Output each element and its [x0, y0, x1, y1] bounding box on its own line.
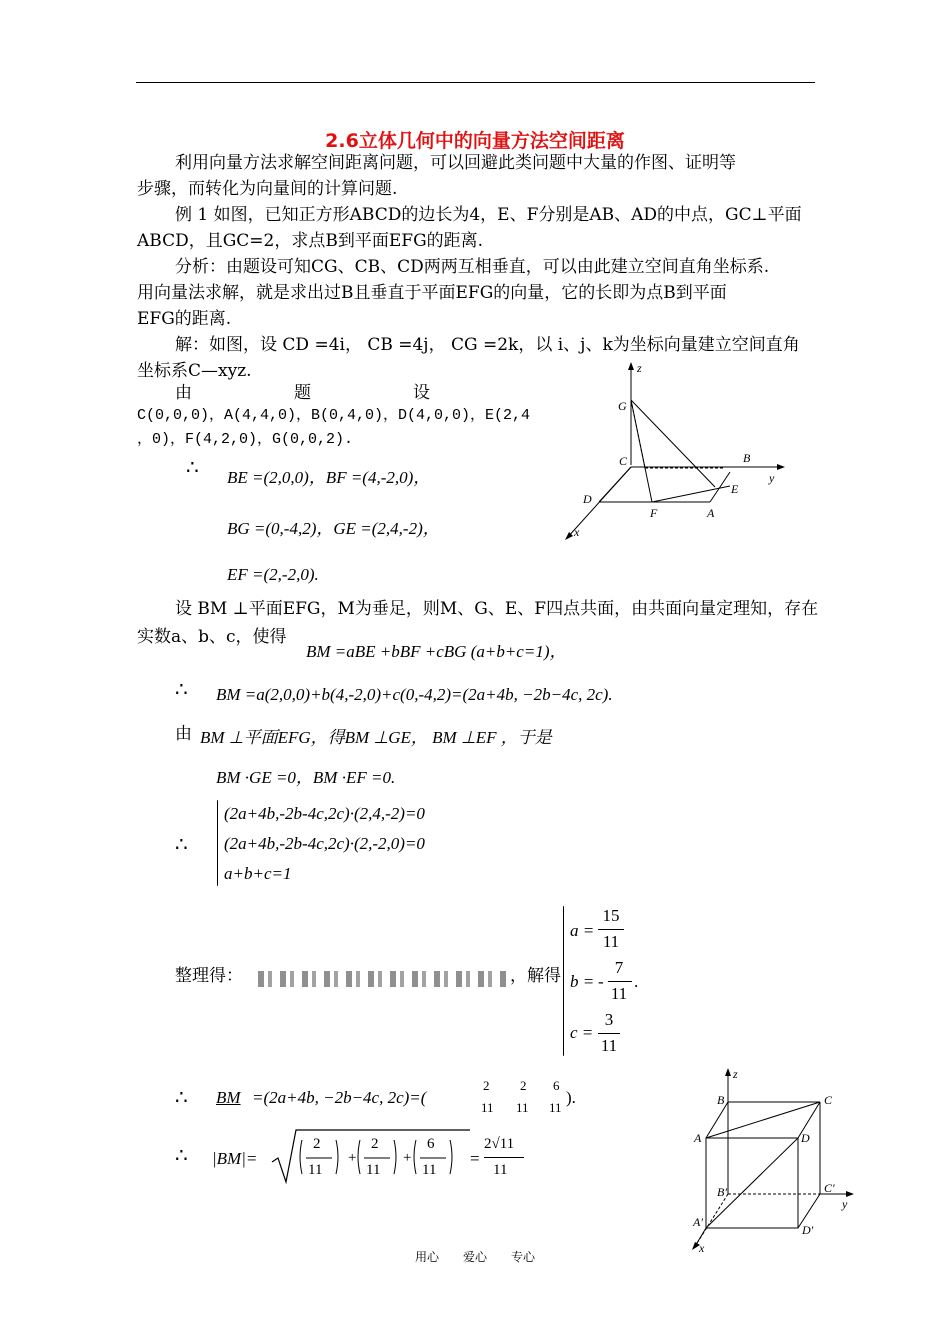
- system-eq-3: a+b+c=1: [224, 864, 292, 883]
- fig1-label-d: D: [583, 492, 592, 506]
- blurred-equation-image: [258, 971, 510, 987]
- vector-line-3: EF =(2,-2,0).: [227, 565, 319, 584]
- fraction-bar: [598, 1033, 620, 1034]
- solution-c-num: 3: [604, 1010, 614, 1029]
- len-result-den: 11: [493, 1162, 508, 1178]
- bm-vector-label: BM: [216, 1088, 241, 1107]
- solution-b-name: b =: [570, 972, 595, 991]
- intro-line-2: 步骤，而转化为向量间的计算问题.: [137, 179, 398, 199]
- coords-line-1: C(0,0,0)，A(4,4,0)，B(0,4,0)，D(4,0,0)，E(2,4: [137, 407, 531, 424]
- len-result-num: 2√11: [484, 1136, 515, 1152]
- fig1-label-b: B: [743, 451, 751, 465]
- solution-line-2: 坐标系C—xyz.: [137, 361, 252, 381]
- frac-num: 2: [520, 1078, 527, 1093]
- solution-end: .: [634, 972, 639, 991]
- coords-head: 由 题 设: [175, 383, 430, 403]
- fig1-label-z: z: [637, 361, 642, 375]
- bm-result-expr: =(2a+4b, −2b−4c, 2c)=(: [252, 1088, 427, 1107]
- perp-text: BM ⊥平面EFG，得BM ⊥GE， BM ⊥EF ，于是: [200, 728, 552, 747]
- length-label: |BM|=: [212, 1149, 258, 1168]
- page-footer: 用心 爱心 专心: [414, 1250, 535, 1264]
- system-brace: [217, 800, 218, 886]
- fig2-label-d: D: [801, 1131, 810, 1145]
- therefore-3: ∴: [175, 832, 188, 856]
- page-title: 2.6立体几何中的向量方法空间距离: [325, 130, 625, 152]
- fig1-label-e: E: [731, 482, 739, 496]
- system-eq-1: (2a+4b,-2b-4c,2c)·(2,4,-2)=0: [224, 804, 425, 823]
- frac-num: 6: [553, 1078, 560, 1093]
- len-frac-den: 11: [308, 1162, 323, 1178]
- frac-num: 2: [483, 1078, 490, 1093]
- fraction-bar: [484, 1157, 524, 1158]
- therefore-1: ∴: [186, 455, 199, 479]
- analysis-line-1: 分析：由题设可知CG、CB、CD两两互相垂直，可以由此建立空间直角坐标系.: [175, 257, 770, 277]
- fig2-label-y: y: [842, 1197, 848, 1211]
- figure-cube: [690, 1068, 860, 1258]
- therefore-2: ∴: [175, 677, 188, 701]
- solution-b-den: 11: [610, 984, 628, 1003]
- setup-equation: BM =aBE +bBF +cBG (a+b+c=1)，: [306, 642, 567, 661]
- fig1-label-x: x: [574, 525, 580, 539]
- fig2-label-z: z: [733, 1068, 738, 1081]
- perp-label: 由: [175, 724, 192, 744]
- fraction-bar: [598, 929, 624, 930]
- len-equals: =: [470, 1149, 480, 1168]
- therefore-4: ∴: [175, 1085, 188, 1109]
- fig1-label-a: A: [707, 506, 715, 520]
- solution-brace: [563, 906, 564, 1056]
- solution-c-den: 11: [600, 1036, 618, 1055]
- fig2-label-b1: B′: [717, 1185, 727, 1199]
- example-line-2: ABCD，且GC=2，求点B到平面EFG的距离.: [137, 231, 484, 251]
- vector-line-1: BE =(2,0,0)，BF =(4,-2,0)，: [227, 468, 431, 487]
- intro-line-1: 利用向量方法求解空间距离问题，可以回避此类问题中大量的作图、证明等: [175, 153, 736, 173]
- solve-label: ，解得: [510, 966, 561, 986]
- frac-den: 11: [516, 1100, 529, 1115]
- setup-line-2: 实数a、b、c，使得: [137, 627, 287, 647]
- bm-expression: BM =a(2,0,0)+b(4,-2,0)+c(0,-4,2)=(2a+4b, −2b−4c, 2c).: [216, 685, 613, 704]
- fig2-label-c1: C′: [824, 1181, 835, 1195]
- len-frac-num: 2: [313, 1136, 321, 1152]
- fig1-label-c: C: [619, 454, 628, 468]
- fig1-label-y: y: [769, 471, 775, 485]
- len-frac-den: 11: [366, 1162, 381, 1178]
- frac-den: 11: [481, 1100, 494, 1115]
- coords-line-2: ，0)，F(4,2,0)，G(0,0,2).: [137, 431, 354, 448]
- solution-a-num: 15: [602, 906, 620, 925]
- therefore-5: ∴: [175, 1143, 188, 1167]
- analysis-line-3: EFG的距离.: [137, 309, 232, 329]
- svg-text:+: +: [348, 1150, 357, 1166]
- frac-den: 11: [549, 1100, 562, 1115]
- fig2-label-d1: D′: [802, 1223, 814, 1237]
- solution-b-num: 7: [614, 958, 624, 977]
- fraction-bar: [608, 981, 632, 982]
- fig1-label-g: G: [618, 399, 627, 413]
- fig2-label-b: B: [717, 1093, 725, 1107]
- fig2-label-a1: A′: [693, 1215, 703, 1229]
- len-frac-den: 11: [422, 1162, 437, 1178]
- solution-a-name: a =: [570, 921, 595, 940]
- svg-text:+: +: [403, 1150, 412, 1166]
- bm-result-end: ).: [566, 1088, 576, 1107]
- header-rule: [136, 82, 815, 83]
- figure-pyramid: [555, 360, 795, 545]
- len-frac-num: 6: [427, 1136, 435, 1152]
- fig2-label-x: x: [699, 1241, 705, 1255]
- sqrt-sign: [270, 1128, 470, 1188]
- example-line-1: 例 1 如图，已知正方形ABCD的边长为4，E、F分别是AB、AD的中点，GC⊥平面: [175, 205, 802, 225]
- vector-line-2: BG =(0,-4,2)，GE =(2,4,-2)，: [227, 519, 440, 538]
- fig2-label-a: A: [694, 1131, 702, 1145]
- fig1-label-f: F: [650, 506, 658, 520]
- solution-b-sign: -: [598, 972, 604, 991]
- solution-line-1: 解：如图，设 CD =4i， CB =4j， CG =2k，以 i、j、k为坐标向量建立空间直角: [175, 335, 800, 355]
- dot-equation: BM ·GE =0，BM ·EF =0.: [216, 768, 396, 787]
- analysis-line-2: 用向量法求解，就是求出过B且垂直于平面EFG的向量，它的长即为点B到平面: [137, 283, 727, 303]
- len-frac-num: 2: [371, 1136, 379, 1152]
- solution-a-den: 11: [602, 932, 620, 951]
- organize-label: 整理得：: [175, 966, 243, 986]
- fig2-label-c: C: [824, 1093, 833, 1107]
- solution-c-name: c =: [570, 1023, 594, 1042]
- setup-line-1: 设 BM ⊥平面EFG，M为垂足，则M、G、E、F四点共面，由共面向量定理知，存在: [175, 599, 819, 619]
- system-eq-2: (2a+4b,-2b-4c,2c)·(2,-2,0)=0: [224, 834, 425, 853]
